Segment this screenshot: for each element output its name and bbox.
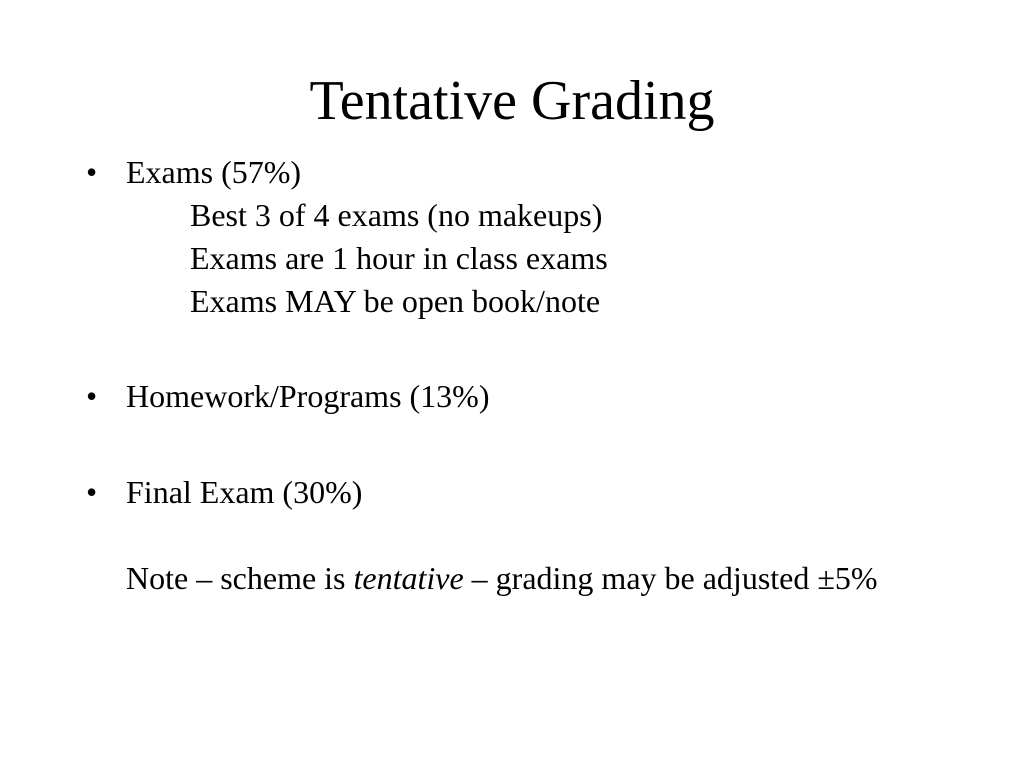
note-text-start: Note – scheme is <box>126 560 354 596</box>
sub-item: Exams MAY be open book/note <box>190 283 601 319</box>
bullet-icon: • <box>86 154 98 190</box>
note-emphasis: tentative <box>353 560 464 596</box>
slide-title: Tentative Grading <box>309 70 715 132</box>
note-text-end: – grading may be adjusted ±5% <box>463 560 878 596</box>
sub-item: Exams are 1 hour in class exams <box>190 240 608 276</box>
bullet-label: Final Exam (30%) <box>126 474 363 510</box>
bullet-icon: • <box>86 474 98 510</box>
bullet-label: Exams (57%) <box>126 154 302 190</box>
bullet-icon: • <box>86 378 98 414</box>
sub-item: Best 3 of 4 exams (no makeups) <box>190 197 603 233</box>
grading-note <box>126 557 886 600</box>
bullet-label: Homework/Programs (13%) <box>126 378 490 414</box>
